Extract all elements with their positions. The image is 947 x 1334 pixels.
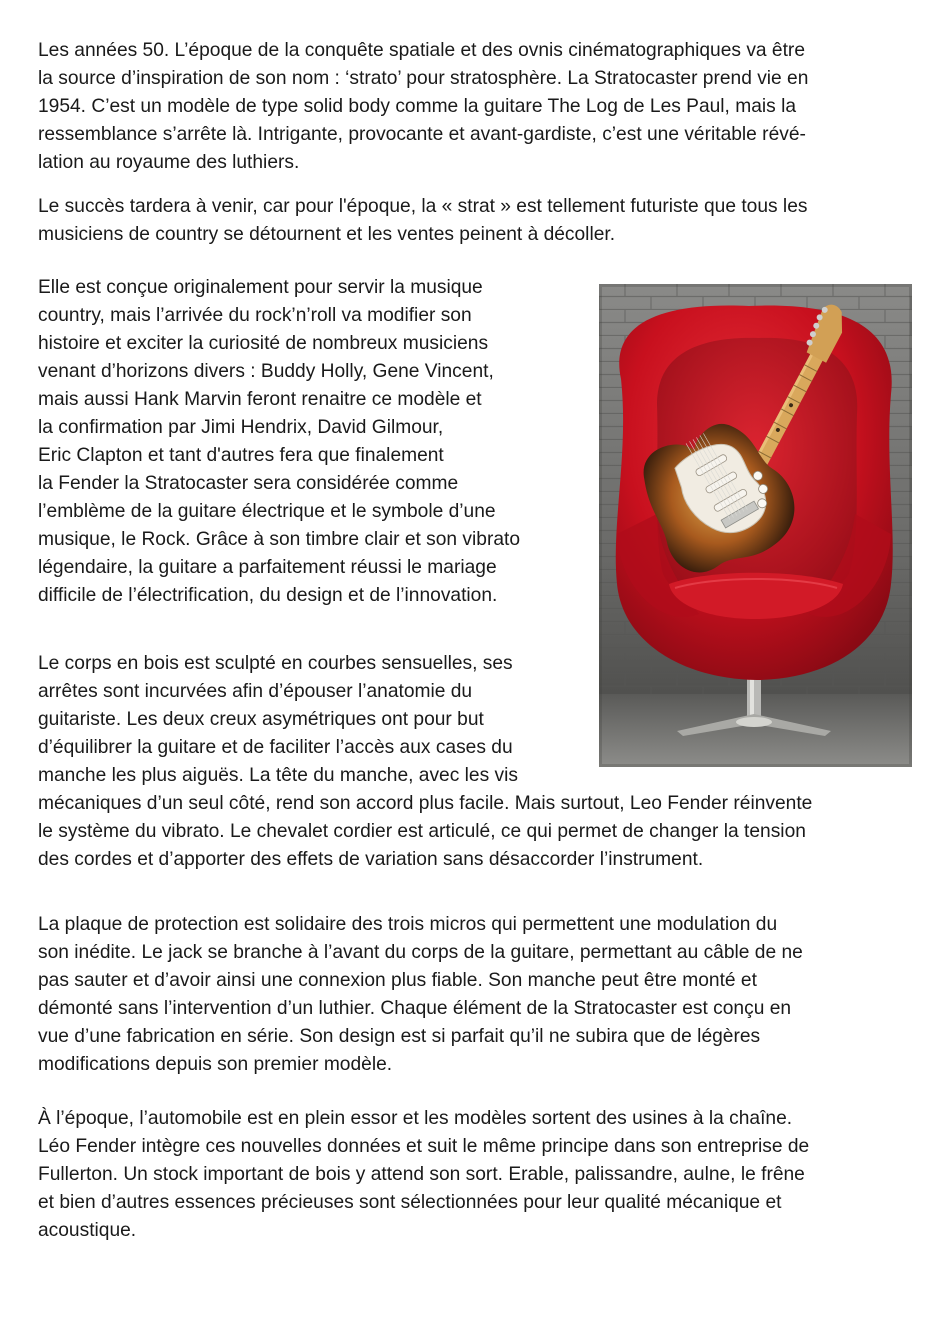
paragraph-country-origins [38, 274, 520, 610]
text-line: musiciens de country se détournent et les ventes peinent à décoller. [38, 224, 616, 245]
text-line: la Fender la Stratocaster sera considérée comme [38, 473, 459, 494]
text-line: modifications depuis son premier modèle. [38, 1054, 393, 1075]
text-line: démonté sans l’intervention d’un luthier. Chaque élément de la Stratocaster est conçu en [38, 998, 792, 1019]
text-line: histoire et exciter la curiosité de nombreux musiciens [38, 333, 489, 354]
text-line: Eric Clapton et tant d'autres fera que finalement [38, 445, 444, 466]
text-line: La plaque de protection est solidaire des trois micros qui permettent une modulation du [38, 914, 778, 935]
text-line: mais aussi Hank Marvin feront renaitre ce modèle et [38, 389, 482, 410]
text-line: mécaniques d’un seul côté, rend son accord plus facile. Mais surtout, Leo Fender réinvente [38, 793, 813, 814]
text-line: Léo Fender intègre ces nouvelles données et suit le même principe dans son entreprise de [38, 1136, 810, 1157]
text-line: À l’époque, l’automobile est en plein essor et les modèles sortent des usines à la chaîne. [38, 1108, 793, 1129]
text-line: Fullerton. Un stock important de bois y attend son sort. Erable, palissandre, aulne, le frêne [38, 1164, 805, 1185]
text-line: Elle est conçue originalement pour servir la musique [38, 277, 483, 298]
text-line: et bien d’autres essences précieuses sont sélectionnées pour leur qualité mécanique et [38, 1192, 782, 1213]
text-line: guitariste. Les deux creux asymétriques ont pour but [38, 709, 484, 730]
text-line: vue d’une fabrication en série. Son design est si parfait qu’il ne subira que de légères [38, 1026, 761, 1047]
text-line: acoustique. [38, 1220, 137, 1241]
text-line: Le succès tardera à venir, car pour l'époque, la « strat » est tellement futuriste que tous les [38, 196, 808, 217]
text-line: venant d’horizons divers : Buddy Holly, Gene Vincent, [38, 361, 494, 382]
text-line: légendaire, la guitare a parfaitement réussi le mariage [38, 557, 497, 578]
paragraph-automobile [38, 1105, 809, 1245]
text-line: musique, le Rock. Grâce à son timbre clair et son vibrato [38, 529, 521, 550]
text-line: 1954. C’est un modèle de type solid body comme la guitare The Log de Les Paul, mais la [38, 96, 796, 117]
text-line: l’emblème de la guitare électrique et le symbole d’une [38, 501, 496, 522]
text-line: arrêtes sont incurvées afin d’épouser l’anatomie du [38, 681, 473, 702]
text-line: lation au royaume des luthiers. [38, 152, 300, 173]
text-line: country, mais l’arrivée du rock’n’roll va modifier son [38, 305, 472, 326]
text-line: manche les plus aiguës. La tête du manche, avec les vis [38, 765, 518, 786]
text-line: la source d’inspiration de son nom : ‘strato’ pour stratosphère. La Stratocaster prend vie en [38, 68, 809, 89]
text-line: d’équilibrer la guitare et de faciliter l’accès aux cases du [38, 737, 513, 758]
text-line: ressemblance s’arrête là. Intrigante, provocante et avant-gardiste, c’est une véritable révé- [38, 124, 806, 145]
text-line: Les années 50. L’époque de la conquête spatiale et des ovnis cinématographiques va être [38, 40, 805, 61]
text-line: la confirmation par Jimi Hendrix, David Gilmour, [38, 417, 444, 438]
text-line: son inédite. Le jack se branche à l’avant du corps de la guitare, permettant au câble de ne [38, 942, 803, 963]
text-line: le système du vibrato. Le chevalet cordier est articulé, ce qui permet de changer la tension [38, 821, 806, 842]
text-line: difficile de l’électrification, du design et de l’innovation. [38, 585, 498, 606]
text-line: Le corps en bois est sculpté en courbes sensuelles, ses [38, 653, 513, 674]
text-line: pas sauter et d’avoir ainsi une connexion plus fiable. Son manche peut être monté et [38, 970, 757, 991]
paragraph-pickguard [38, 911, 803, 1079]
paragraph-success [38, 193, 807, 249]
text-line: des cordes et d’apporter des effets de variation sans désaccorder l’instrument. [38, 849, 704, 870]
guitar-chair-photo [599, 284, 912, 767]
paragraph-intro [38, 37, 808, 177]
